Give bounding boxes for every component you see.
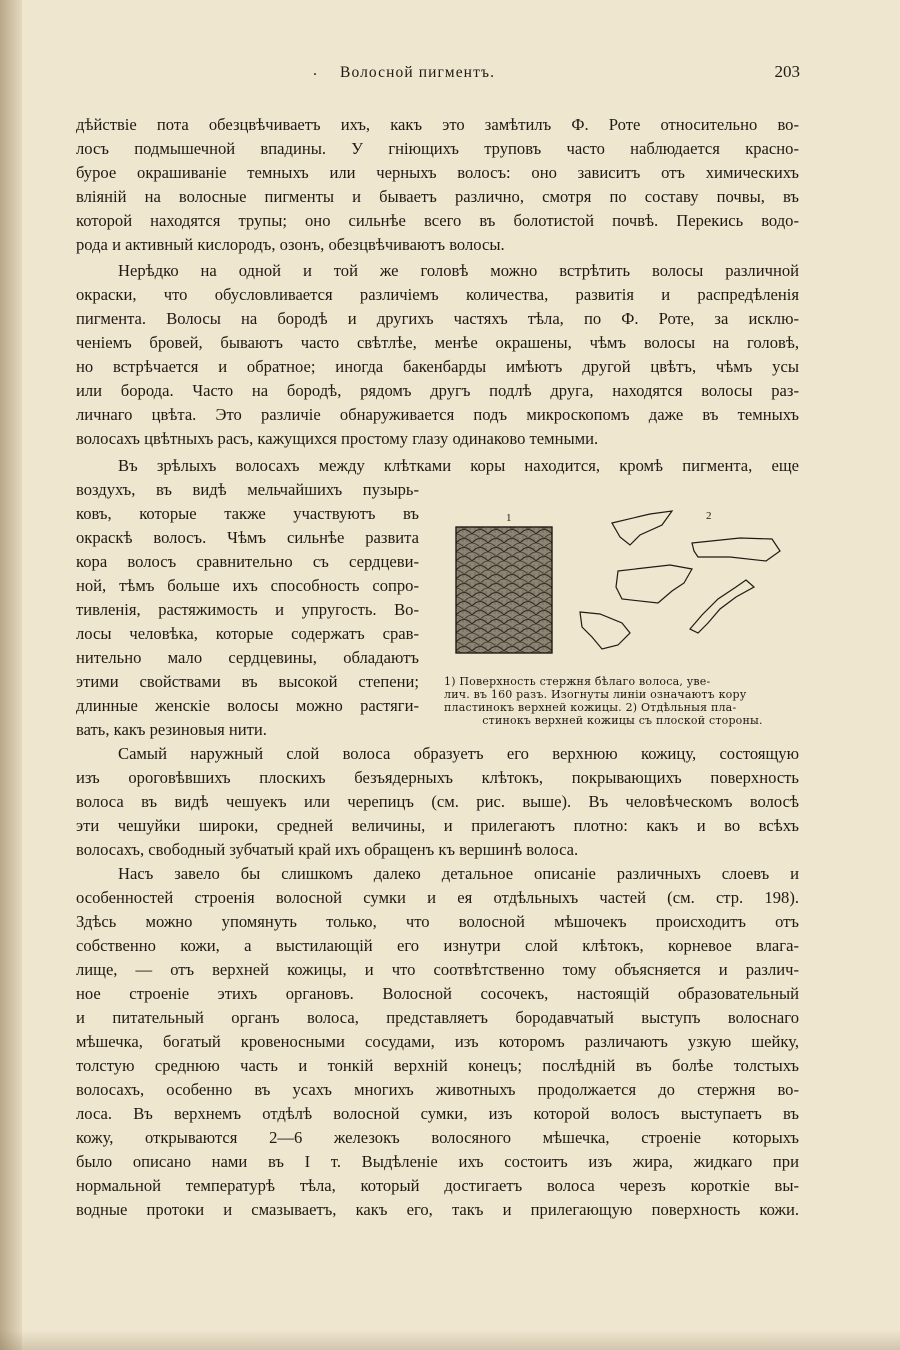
header-dot: . bbox=[313, 62, 317, 79]
caption-line: лич. въ 160 разъ. Изогнуты линіи означаютъ кору bbox=[444, 688, 747, 701]
text-line: лоса. Въ верхнемъ отдѣлѣ волосной сумки, изъ которой волосъ выступаетъ въ bbox=[76, 1104, 799, 1123]
text-line: мѣшечка, богатый кровеносными сосудами, изъ которомъ различаютъ узкую шейку, bbox=[76, 1032, 799, 1051]
text-line: Насъ завело бы слишкомъ далеко детальное описаніе различныхъ слоевъ и bbox=[118, 864, 799, 883]
caption-line: стинокъ верхней кожицы съ плоской стороны. bbox=[482, 714, 763, 727]
text-line: окраски, что обусловливается различіемъ количества, развитія и распредѣленія bbox=[76, 285, 799, 304]
text-line: Здѣсь можно упомянуть только, что волосной мѣшочекъ происходитъ отъ bbox=[76, 912, 799, 931]
text-line: было описано нами въ I т. Выдѣленіе ихъ состоитъ изъ жира, жидкаго при bbox=[76, 1152, 799, 1171]
cuticle-plates-drawing bbox=[580, 511, 780, 649]
figure-label-2: 2 bbox=[706, 510, 712, 522]
text-line: изъ ороговѣвшихъ плоскихъ безъядерныхъ клѣтокъ, покрывающихъ поверхность bbox=[76, 768, 799, 787]
text-line: вліяній на волосные пигменты и бываетъ различно, смотря по составу почвы, въ bbox=[76, 187, 799, 206]
text-line: бурое окрашиваніе темныхъ или черныхъ волосъ: оно зависитъ отъ химическихъ bbox=[76, 163, 799, 182]
page-gutter-shadow bbox=[0, 0, 22, 1350]
text-line: тивленія, растяжимость и упругость. Во- bbox=[76, 600, 419, 619]
text-line: толстую среднюю часть и тонкій верхній конецъ; послѣдній въ болѣе толстыхъ bbox=[76, 1056, 799, 1075]
text-line: ченіемъ бровей, бываютъ часто свѣтлѣе, менѣе окрашены, чѣмъ волосы на головѣ, bbox=[76, 333, 799, 352]
text-line: Нерѣдко на одной и той же головѣ можно встрѣтить волосы различной bbox=[118, 261, 799, 280]
text-line: нормальной температурѣ тѣла, который достигаетъ волоса черезъ короткіе вы- bbox=[76, 1176, 799, 1195]
text-line: окраскѣ волосъ. Чѣмъ сильнѣе развита bbox=[76, 528, 419, 547]
text-line: Самый наружный слой волоса образуетъ его верхнюю кожицу, состоящую bbox=[118, 744, 799, 763]
text-line: ной, тѣмъ больше ихъ способность сопро- bbox=[76, 576, 419, 595]
text-line: длинные женскіе волосы можно растяги- bbox=[76, 696, 419, 715]
page-number: 203 bbox=[774, 62, 800, 81]
text-line: или борода. Часто на бородѣ, рядомъ другъ подлѣ друга, находятся волосы раз- bbox=[76, 381, 799, 400]
text-line: волосахъ, свободный зубчатый край ихъ обращенъ къ вершинѣ волоса. bbox=[76, 840, 579, 859]
text-line: нительно мало сердцевины, обладаютъ bbox=[76, 648, 419, 667]
figure-illustration bbox=[440, 507, 810, 667]
text-line: вать, какъ резиновыя нити. bbox=[76, 720, 267, 739]
text-line: дѣйствіе пота обезцвѣчиваетъ ихъ, какъ это замѣтилъ Ф. Роте относительно во- bbox=[76, 115, 799, 134]
text-line: водные протоки и смазываетъ, какъ его, такъ и прилегающую поверхность кожи. bbox=[76, 1200, 799, 1219]
text-line: пигмента. Волосы на бородѣ и другихъ частяхъ тѣла, по Ф. Роте, за исклю- bbox=[76, 309, 799, 328]
text-line: рода и активный кислородъ, озонъ, обезцвѣчиваютъ волосы. bbox=[76, 235, 505, 254]
text-line: ковъ, которые также участвуютъ въ bbox=[76, 504, 419, 523]
text-line: и питательный органъ волоса, представляетъ бородавчатый выступъ волоснаго bbox=[76, 1008, 799, 1027]
text-line: лище, — отъ верхней кожицы, и что соотвѣтственно тому объясняется и различ- bbox=[76, 960, 799, 979]
text-line bbox=[76, 1222, 799, 1246]
text-line: волоса въ видѣ чешуекъ или черепицъ (см. рис. выше). Въ человѣческомъ волосѣ bbox=[76, 792, 799, 811]
text-line: Въ зрѣлыхъ волосахъ между клѣтками коры находится, кромѣ пигмента, еще bbox=[118, 456, 799, 475]
text-line: лосы человѣка, которые содержатъ срав- bbox=[76, 624, 419, 643]
text-line: но встрѣчается и обратное; иногда бакенбарды имѣютъ другой цвѣтъ, чѣмъ усы bbox=[76, 357, 799, 376]
running-title: Волосной пигментъ. bbox=[340, 64, 496, 81]
text-line: кора волосъ сравнительно съ сердцеви- bbox=[76, 552, 419, 571]
text-line: волосахъ, особенно въ усахъ многихъ животныхъ продолжается до стержня во- bbox=[76, 1080, 799, 1099]
page-bottom-shadow bbox=[0, 1330, 900, 1350]
text-line: которой находятся трупы; оно сильнѣе всего въ болотистой почвѣ. Перекись водо- bbox=[76, 211, 799, 230]
text-line: лосъ подмышечной впадины. У гніющихъ труповъ часто наблюдается красно- bbox=[76, 139, 799, 158]
text-line: кожу, открываются 2—6 железокъ волосяного мѣшечка, строеніе которыхъ bbox=[76, 1128, 799, 1147]
text-line: собственно кожи, а выстилающій его изнутри слой клѣтокъ, корневое влага- bbox=[76, 936, 799, 955]
text-line: этими свойствами въ высокой степени; bbox=[76, 672, 419, 691]
text-line: особенностей строенія волосной сумки и ея отдѣльныхъ частей (см. стр. 198). bbox=[76, 888, 799, 907]
text-line: эти чешуйки широки, средней величины, и прилегаютъ плотно: какъ и во всѣхъ bbox=[76, 816, 799, 835]
text-line: воздухъ, въ видѣ мельчайшихъ пузырь- bbox=[76, 480, 419, 499]
caption-line: пластинокъ верхней кожицы. 2) Отдѣльныя пла- bbox=[444, 701, 737, 714]
running-header bbox=[75, 62, 800, 88]
figure-label-1: 1 bbox=[506, 512, 512, 524]
hair-shaft-scales-drawing bbox=[456, 527, 552, 653]
figure bbox=[440, 507, 810, 667]
text-line: ное строеніе этихъ органовъ. Волосной сосочекъ, настоящій образовательный bbox=[76, 984, 799, 1003]
text-line: личнаго цвѣта. Это различіе обнаруживается подъ микроскопомъ даже въ темныхъ bbox=[76, 405, 799, 424]
text-line: волосахъ цвѣтныхъ расъ, кажущихся простому глазу одинаково темными. bbox=[76, 429, 599, 448]
caption-line: 1) Поверхность стержня бѣлаго волоса, уве- bbox=[444, 675, 711, 688]
